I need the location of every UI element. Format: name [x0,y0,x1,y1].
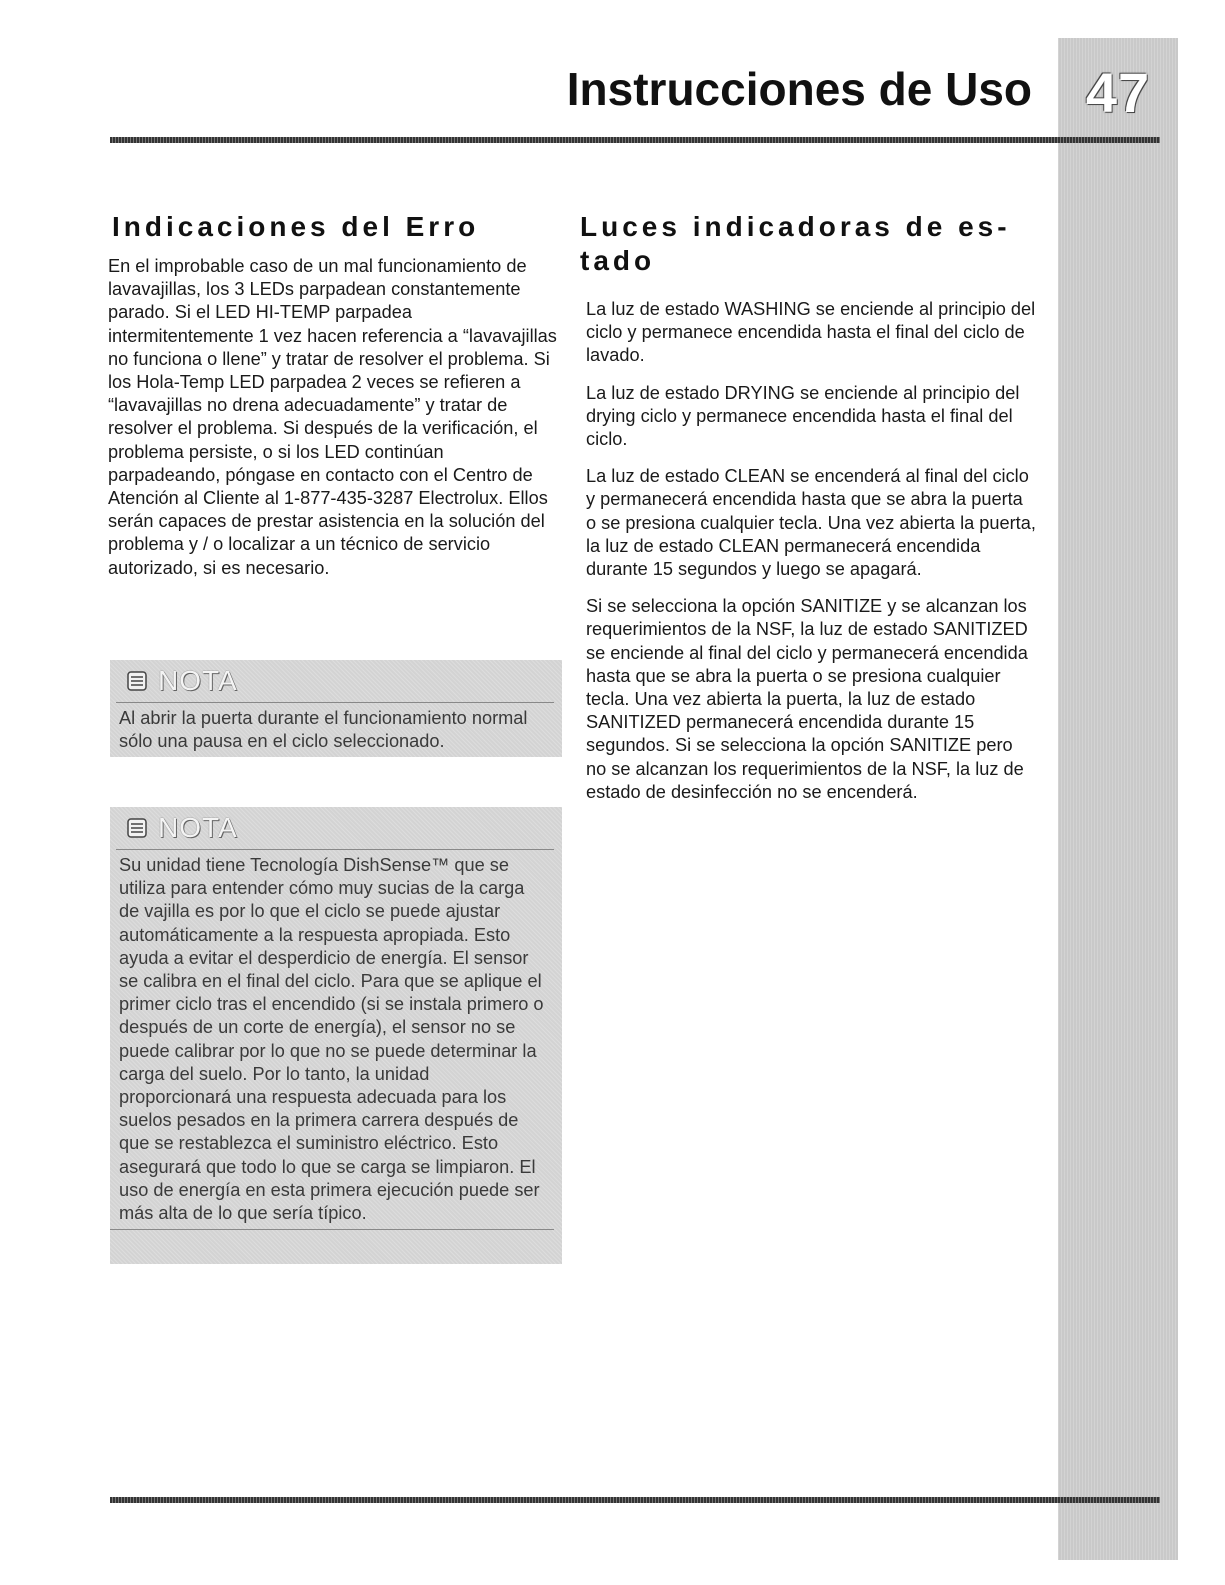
bottom-divider [110,1497,1160,1503]
note-box-door [110,660,562,757]
paragraph-washing: La luz de estado WASHING se enciende al principio del ciclo y permanece encendida hasta el final del ciclo de lavado. [586,299,1036,366]
paragraph-clean: La luz de estado CLEAN se encenderá al final del ciclo y permanecerá encendida hasta que se abra la puerta o se presiona cualquier tecla. Una vez abierta la puerta, la luz de estado CLEAN permanecerá encendida durante 15 segundos y luego se apagará. [586,466,1036,580]
side-tab-band [1058,38,1178,1560]
note-icon [126,670,148,692]
section-heading-error: Indicaciones del Erro [112,211,480,242]
page-title: Instrucciones de Uso [566,63,1032,115]
section-heading-status-lights: Luces indicadoras de es-tado [580,211,1011,276]
paragraph-drying: La luz de estado DRYING se enciende al principio del drying ciclo y permanece encendida hasta el final del ciclo. [586,382,1020,450]
error-body-text: En el improbable caso de un mal funcionamiento de lavavajillas, los 3 LEDs parpadean constantemente parado. Si el LED HI-TEMP parpadea intermitentemente 1 vez hacen referencia a “lavavajillas no funciona o llene” y tratar de resolver el problema. Si los Hola-Temp LED parpadea 2 veces se refieren a “lavavajillas no drena adecuadamente” y tratar de resolver el problema. Si después de la verificación, el problema persiste, o si los LED continúan parpadeando, póngase en contacto con el Centro de Atención al Cliente al 1-877-435-3287 Electrolux. Ellos serán capaces de prestar asistencia en la solución del problema y / o localizar a un técnico de servicio autorizado, si es necesario. [108,256,557,578]
note-header [116,660,554,703]
note-title: NOTA [158,665,238,696]
top-divider [110,137,1160,143]
note-text: Su unidad tiene Tecnología DishSense™ que se utiliza para entender cómo muy sucias de la carga de vajilla es por lo que el ciclo se puede ajustar automáticamente a la respuesta apropiada. Esto ayuda a evitar el desperdicio de energía. El sensor se calibra en el final del ciclo. Para que se aplique el primer ciclo tras el encendido (si se instala primero o después de un corte de energía), el sensor no se puede calibrar por lo que no se puede determinar la carga del suelo. Por lo tanto, la unidad proporcionará una respuesta adecuada para los suelos pesados en la primera carrera después de que se restablezca el suministro eléctrico. Esto asegurará que todo lo que se carga se limpiaron. El uso de energía en esta primera ejecución puede ser más alta de lo que sería típico. [110,850,554,1230]
page-number: 47 [1085,61,1151,124]
note-title: NOTA [158,812,238,843]
note-header [116,807,554,850]
note-icon [126,817,148,839]
note-text: Al abrir la puerta durante el funcionamiento normal sólo una pausa en el ciclo seleccionado. [119,708,528,752]
status-lights-body [586,298,1036,818]
note-box-dishsense [110,807,562,1264]
paragraph-sanitize: Si se selecciona la opción SANITIZE y se alcanzan los requerimientos de la NSF, la luz de estado SANITIZED se enciende al final del ciclo y permanecerá encendida hasta que se abra la puerta o se presiona cualquier tecla. Una vez abierta la puerta, la luz de estado SANITIZED permanecerá encendida durante 15 segundos. Si se selecciona la opción SANITIZE pero no se alcanzan los requerimientos de la NSF, la luz de estado de desinfección no se encenderá. [586,596,1028,802]
